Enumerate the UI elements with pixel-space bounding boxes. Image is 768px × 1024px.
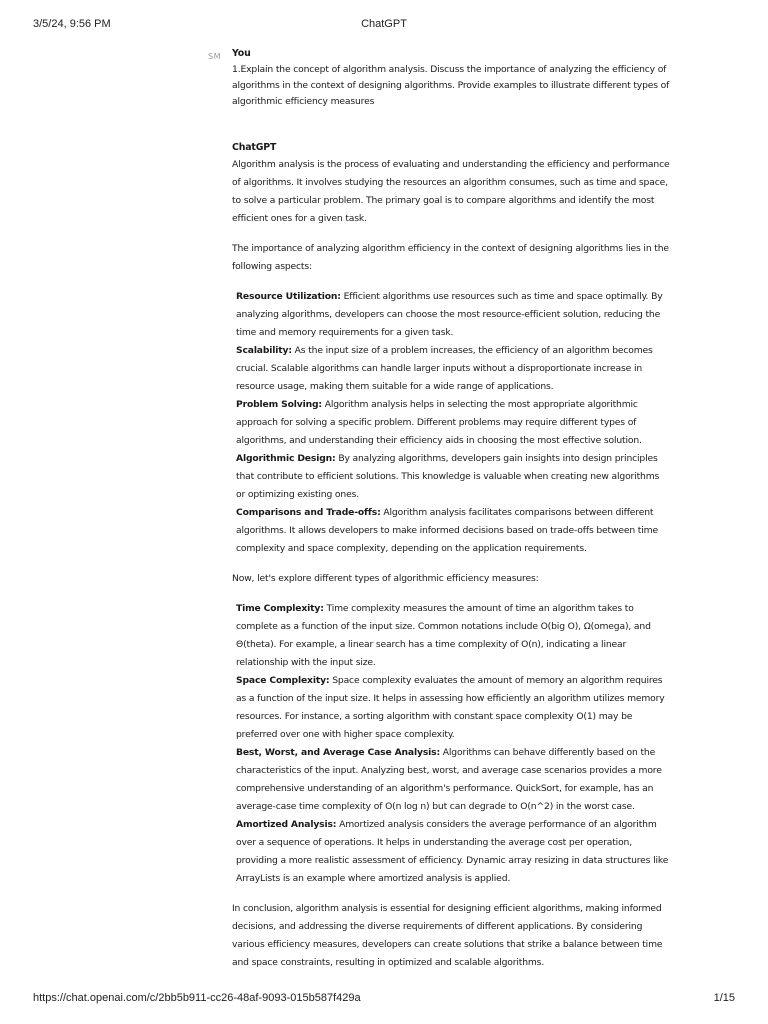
list-item-text: Efficient algorithms use resources such as time and space optimally. By analyzing algorithms, developers can choose the most resource-efficient solution, reducing the time and memory requirements for a given task.: [236, 291, 663, 338]
print-header: [33, 18, 735, 32]
print-footer: [33, 992, 735, 1006]
importance-lead-paragraph: The importance of analyzing algorithm efficiency in the context of designing algorithms lies in the following aspects:: [232, 243, 669, 272]
list-item-term: Scalability:: [236, 345, 292, 356]
user-message: 1.Explain the concept of algorithm analysis. Discuss the importance of analyzing the efficiency of algorithms in the context of designing algorithms. Provide examples to illustrate different types of algorithmic efficiency measures: [232, 64, 670, 107]
assistant-intro-paragraph: Algorithm analysis is the process of evaluating and understanding the efficiency and performance of algorithms. It involves studying the resources an algorithm consumes, such as time and space, to solve a particular problem. The primary goal is to compare algorithms and identify the most efficient ones for a given task.: [232, 159, 670, 224]
list-item-term: Time Complexity:: [236, 603, 324, 614]
aspects-list: [236, 288, 670, 558]
list-item: [236, 672, 670, 744]
list-item-term: Comparisons and Trade-offs:: [236, 507, 381, 518]
conversation: [208, 46, 670, 984]
conclusion-paragraph: In conclusion, algorithm analysis is essential for designing efficient algorithms, making informed decisions, and addressing the diverse requirements of different applications. By considering various efficiency measures, developers can create solutions that strike a balance between time and space constraints, resulting in optimized and scalable algorithms.: [232, 903, 663, 968]
list-item-text: Algorithm analysis facilitates comparisons between different algorithms. It allows developers to make informed decisions based on trade-offs between time complexity and space complexity, depending on the application requirements.: [236, 507, 658, 554]
list-item-term: Problem Solving:: [236, 399, 322, 410]
list-item: [236, 396, 670, 450]
measures-list: [236, 600, 670, 888]
assistant-author-name: ChatGPT: [232, 142, 277, 153]
print-page-title: ChatGPT: [361, 18, 407, 30]
list-item: [236, 744, 670, 816]
list-item-text: Amortized analysis considers the average performance of an algorithm over a sequence of operations. It helps in understanding the average cost per operation, providing a more realistic assessment of efficiency. Dynamic array resizing in data structures like ArrayLists is an example where amortized analysis is applied.: [236, 819, 669, 884]
list-item-text: Algorithm analysis helps in selecting the most appropriate algorithmic approach for solving a specific problem. Different problems may require different types of algorithms, and understanding their efficiency aids in choosing the most effective solution.: [236, 399, 642, 446]
list-item-term: Resource Utilization:: [236, 291, 341, 302]
user-avatar: SM: [208, 52, 221, 61]
list-item: [236, 600, 670, 672]
list-item: [236, 288, 670, 342]
list-item-term: Space Complexity:: [236, 675, 330, 686]
list-item-text: As the input size of a problem increases, the efficiency of an algorithm becomes crucial. Scalable algorithms can handle larger inputs without a disproportionate increase in resource usage, making them suitable for a wide range of applications.: [236, 345, 653, 392]
assistant-turn: [208, 140, 670, 972]
list-item-term: Algorithmic Design:: [236, 453, 336, 464]
list-item: [236, 450, 670, 504]
measures-lead-paragraph: Now, let's explore different types of algorithmic efficiency measures:: [232, 573, 539, 584]
list-item: [236, 342, 670, 396]
list-item-term: Amortized Analysis:: [236, 819, 337, 830]
user-author-name: You: [232, 48, 251, 59]
list-item-text: Time complexity measures the amount of time an algorithm takes to complete as a function of the input size. Common notations include O(big O), Ω(omega), and Θ(theta). For example, a linear search has a time complexity of O(n), indicating a linear relationship with the input size.: [236, 603, 651, 668]
list-item-text: Algorithms can behave differently based on the characteristics of the input. Analyzing best, worst, and average case scenarios provides a more comprehensive understanding of an algorithm's performance. QuickSort, for example, has an average-case time complexity of O(n log n) but can degrade to O(n^2) in the worst case.: [236, 747, 662, 812]
list-item-text: Space complexity evaluates the amount of memory an algorithm requires as a function of the input size. It helps in assessing how efficiently an algorithm utilizes memory resources. For instance, a sorting algorithm with constant space complexity O(1) may be preferred over one with higher space complexity.: [236, 675, 665, 740]
print-url: https://chat.openai.com/c/2bb5b911-cc26-48af-9093-015b587f429a: [33, 992, 361, 1004]
list-item: [236, 816, 670, 888]
list-item-text: By analyzing algorithms, developers gain insights into design principles that contribute to efficient solutions. This knowledge is valuable when creating new algorithms or optimizing existing ones.: [236, 453, 660, 500]
page-number: 1/15: [713, 992, 735, 1004]
list-item: [236, 504, 670, 558]
print-datetime: 3/5/24, 9:56 PM: [33, 18, 111, 30]
user-turn: [208, 46, 670, 110]
list-item-term: Best, Worst, and Average Case Analysis:: [236, 747, 440, 758]
